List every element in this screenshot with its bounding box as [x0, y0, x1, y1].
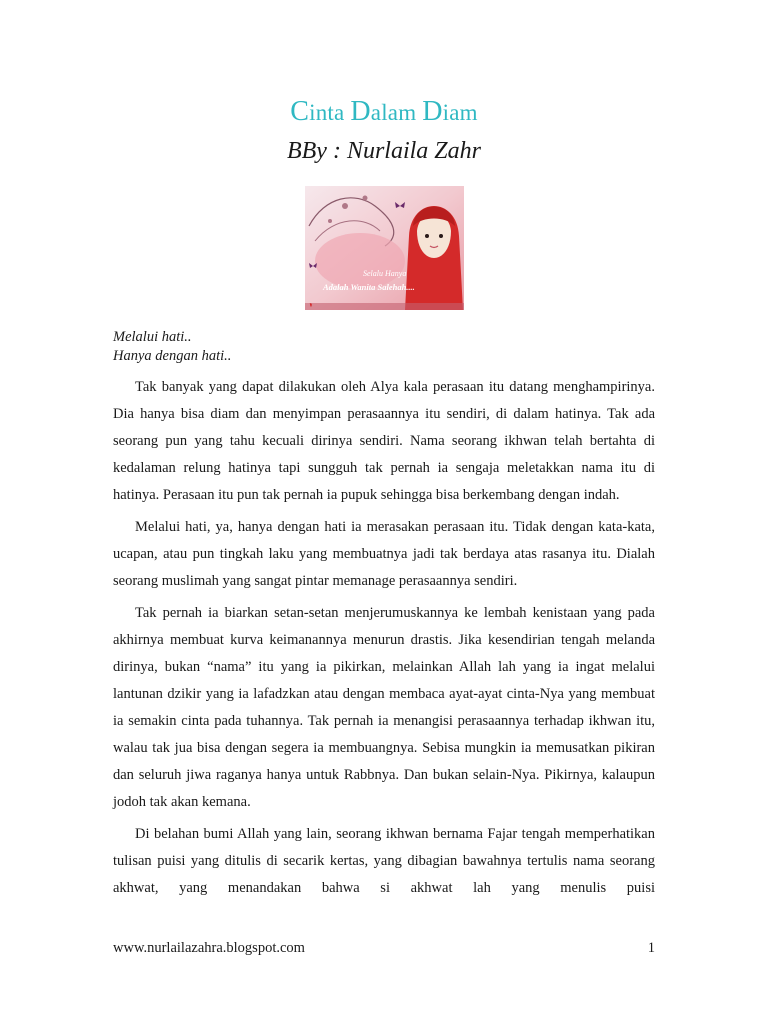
cover-caption-2: Adalah Wanita Salehah.... — [323, 282, 415, 292]
title-cap-3: D — [422, 96, 443, 127]
cover-illustration-svg — [305, 186, 464, 310]
title-cap-2: D — [350, 96, 371, 127]
cover-caption-1: Selalu Hanya — [363, 269, 407, 278]
paragraph-3: Tak pernah ia biarkan setan-setan menjerumuskannya ke lembah kenistaan yang pada akhirnya membuat kurva keimanannya menurun drastis. Jika kesendirian tengah melanda dirinya, bukan “nama” itu yang ia pikirkan, melainkan Allah lah yang ia ingat melalui lantunan dzikir yang ia lafadzkan atau dengan membaca ayat-ayat cinta-Nya yang membuat ia semakin cinta pada tuhannya. Tak pernah ia menangisi perasaannya terhadap ikhwan itu, walau tak jua bisa dengan segera ia membuangnya. Sebisa mungkin ia memusatkan pikiran dan seluruh jiwa raganya hanya untuk Rabbnya. Dan bukan selain-Nya. Pikirnya, kalaupun jodoh tak akan kemana. — [113, 605, 655, 810]
paragraph-1: Tak banyak yang dapat dilakukan oleh Alya kala perasaan itu datang menghampirinya. Dia hanya bisa diam dan menyimpan perasaannya itu sendiri, di dalam hatinya. Tak ada seorang pun yang tahu kecuali dirinya sendiri. Nama seorang ikhwan telah bertahta di kedalaman relung hatinya tapi sungguh tak pernah ia sengaja meletakkan nama itu di hatinya. Perasaan itu pun tak pernah ia pupuk sehingga bisa berkembang dengan indah. — [113, 379, 655, 503]
epigraph-line-2: Hanya dengan hati.. — [113, 348, 232, 364]
document-title — [0, 96, 768, 128]
title-rest-1: inta — [309, 100, 351, 125]
document-author: BBy : Nurlaila Zahr — [286, 138, 481, 164]
paragraph-2: Melalui hati, ya, hanya dengan hati ia merasakan perasaan itu. Tidak dengan kata-kata, ucapan, atau pun tingkah laku yang membuatnya jadi tak berdaya atas rasanya itu. Dialah seorang muslimah yang sangat pintar memanage perasaannya sendiri. — [113, 519, 655, 589]
epigraph — [113, 328, 413, 366]
cover-illustration — [305, 186, 464, 310]
title-rest-2: alam — [370, 100, 423, 125]
page-number: 1 — [647, 940, 655, 956]
title-rest-3: iam — [442, 100, 478, 125]
footer-url: www.nurlailazahra.blogspot.com — [113, 940, 305, 956]
title-cap-1: C — [290, 96, 310, 127]
paragraph-4: Di belahan bumi Allah yang lain, seorang ikhwan bernama Fajar tengah memperhatikan tulisan puisi yang ditulis di secarik kertas, yang dibagian bawahnya tertulis nama seorang akhwat, yang menandakan bahwa si akhwat lah yang menulis puisi — [113, 826, 655, 896]
body-text — [113, 374, 655, 907]
epigraph-line-1: Melalui hati.. — [113, 329, 192, 345]
